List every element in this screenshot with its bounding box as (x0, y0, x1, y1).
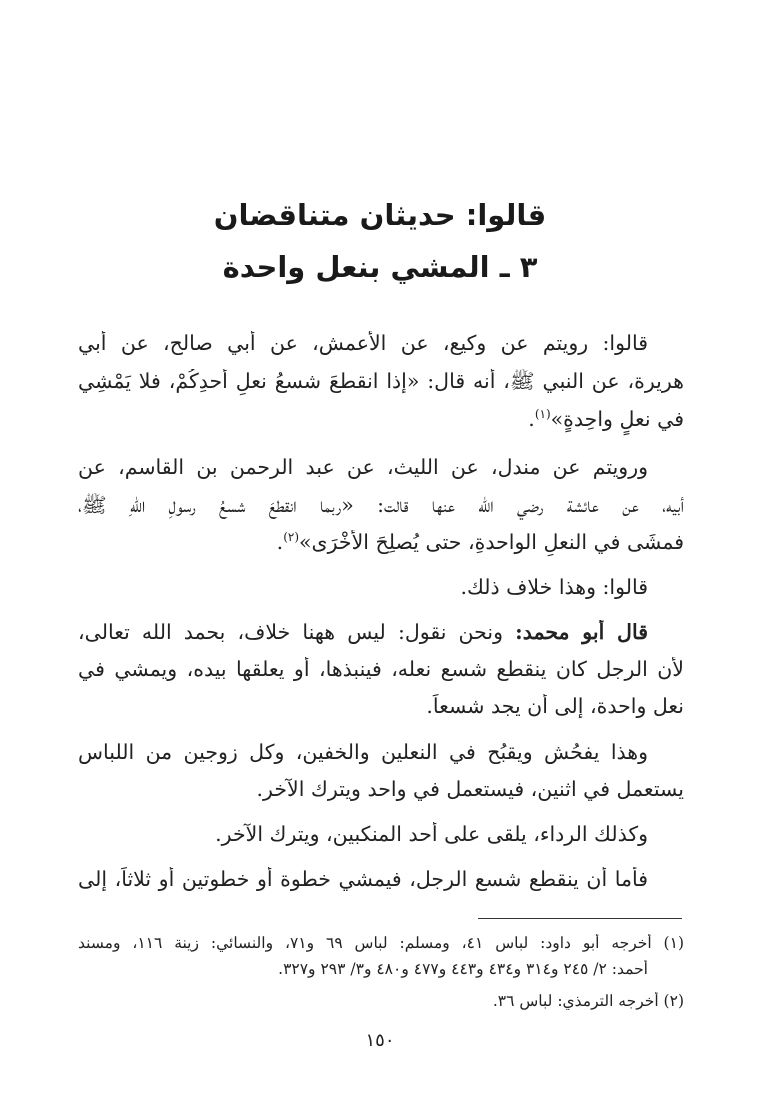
hadith-quote: فمشَى في النعلِ الواحدةِ، حتى يُصلِحَ الأُخْرَى» (299, 530, 684, 554)
paragraph-4-line-3: نعل واحدة، إلى أن يجد شسعاً. (426, 694, 684, 718)
hadith-quote: في نعلٍ واحِدةٍ» (550, 407, 684, 431)
paragraph-4-line-1 (78, 620, 684, 658)
paragraph-2-line-2: أبيه، عن عائشة رضي الله عنها قالت: «ربما انقطعَ شسعُ رسولِ اللّهِ ﷺ، (78, 493, 684, 517)
footnote-1-line-2: أحمد: ٢/ ٢٤٥ و٣١٤ و٤٣٤ و٤٤٣ و٤٧٧ و٤٨٠ و٣/ ٢٩٣ و٣٢٧. (278, 960, 648, 978)
paragraph-4-line-1-text: ونحن نقول: ليس ههنا خلاف، بحمد الله تعالى، (78, 620, 516, 644)
paragraph-1-line-1: قالوا: رويتم عن وكيع، عن الأعمش، عن أبي صالح، عن أبي (78, 331, 648, 355)
footnote-2: (٢) أخرجه الترمذي: لباس ٣٦. (492, 992, 684, 1010)
paragraph-4-line-2: لأن الرجل كان ينقطع شسع نعله، فينبذها، أو يعلقها بيده، ويمشي في (78, 657, 684, 681)
footnote-ref-2[interactable]: (٢) (283, 530, 300, 545)
footnote-ref-1[interactable]: (١) (534, 407, 551, 422)
section-title: ٣ ـ المشي بنعل واحدة (222, 250, 538, 284)
paragraph-1-line-3 (78, 407, 684, 445)
paragraph-1-line-2: هريرة، عن النبي ﷺ، أنه قال: «إذا انقطعَ شسعُ نعلِ أحدِكُمْ، فلا يَمْشِي (78, 369, 684, 393)
footnote-1-line-1: (١) أخرجه أبو داود: لباس ٤١، ومسلم: لباس ٦٩ و٧١، والنسائي: زينة ١١٦، ومسند (78, 934, 684, 952)
paragraph-3: قالوا: وهذا خلاف ذلك. (460, 575, 648, 599)
paragraph-5-line-1: وهذا يفحُش ويقبُح في النعلين والخفين، وكل زوجين من اللباس (78, 740, 648, 764)
chapter-heading: قالوا: حديثان متناقضان (213, 198, 547, 232)
paragraph-2-line-3 (78, 530, 684, 568)
paragraph-2-line-1: ورويتم عن مندل، عن الليث، عن عبد الرحمن بن القاسم، عن (78, 455, 648, 479)
paragraph-5-line-2: يستعمل في اثنين، فيستعمل في واحد ويترك الآخر. (256, 777, 684, 801)
footnote-separator (478, 918, 682, 919)
paragraph-7-line-1: فأما أن ينقطع شسع الرجل، فيمشي خطوة أو خطوتين أو ثلاثاً، إلى (78, 867, 648, 891)
paragraph-6: وكذلك الرداء، يلقى على أحد المنكبين، ويترك الآخر. (215, 822, 648, 846)
author-label: قال أبو محمد: (515, 620, 648, 644)
period: . (528, 407, 535, 431)
period: . (276, 530, 284, 554)
page-number: ١٥٠ (365, 1030, 395, 1051)
